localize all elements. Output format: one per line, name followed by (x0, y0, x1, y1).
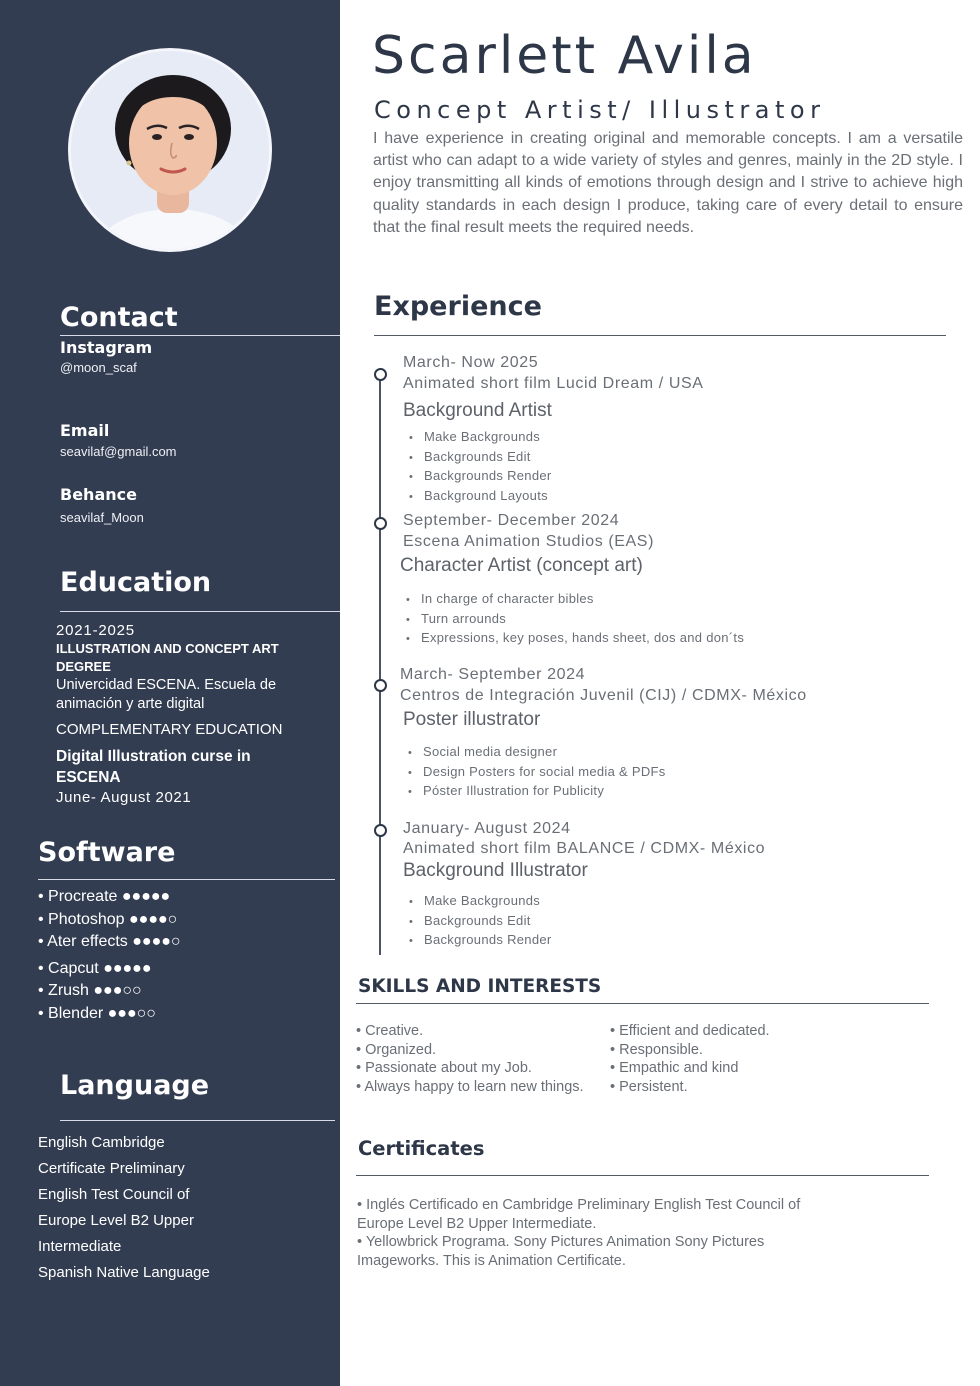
language-line: English Cambridge (38, 1134, 165, 1151)
experience-role: Background Artist (403, 400, 552, 421)
contact-behance-value[interactable]: seavilaf_Moon (60, 510, 144, 525)
task-item: • In charge of character bibles (406, 589, 744, 609)
education-degree: ILLUSTRATION AND CONCEPT ART DEGREE (56, 641, 279, 674)
task-item: • Backgrounds Edit (409, 911, 552, 931)
certificates-heading: Certificates (358, 1137, 485, 1160)
experience-timeline (379, 370, 381, 955)
sidebar (0, 0, 340, 1386)
timeline-dot (374, 824, 387, 837)
language-line: Spanish Native Language (38, 1264, 210, 1281)
software-item: • Ater effects ●●●●○ (38, 933, 181, 951)
skill-item: • Efficient and dedicated. (610, 1022, 770, 1041)
skills-list-right (610, 1022, 770, 1096)
experience-date: January- August 2024 (403, 820, 571, 837)
experience-date: March- Now 2025 (403, 354, 539, 371)
education-years: 2021-2025 (56, 622, 135, 639)
task-item: • Background Layouts (409, 486, 552, 506)
experience-company: Centros de Integración Juvenil (CIJ) / CDMX- México (400, 687, 807, 704)
contact-email-label: Email (60, 421, 110, 440)
experience-role: Background Illustrator (403, 860, 588, 881)
skill-item: • Passionate about my Job. (356, 1059, 584, 1078)
task-item: • Make Backgrounds (409, 891, 552, 911)
software-item: • Capcut ●●●●● (38, 959, 152, 977)
education-divider (60, 611, 340, 612)
experience-tasks (408, 742, 666, 801)
education-course: Digital Illustration curse in ESCENA (56, 748, 251, 786)
timeline-dot (374, 517, 387, 530)
task-item: • Expressions, key poses, hands sheet, dos and don´ts (406, 628, 744, 648)
language-heading: Language (60, 1070, 210, 1101)
software-item: • Zrush ●●●○○ (38, 982, 142, 1000)
experience-tasks (409, 891, 552, 950)
skill-item: • Creative. (356, 1022, 584, 1041)
language-line: English Test Council of (38, 1186, 190, 1203)
skill-item: • Responsible. (610, 1041, 770, 1060)
task-item: • Backgrounds Render (409, 930, 552, 950)
education-course-dates: June- August 2021 (56, 789, 192, 806)
experience-date: September- December 2024 (403, 512, 620, 529)
timeline-dot (374, 679, 387, 692)
contact-instagram-label: Instagram (60, 338, 153, 357)
experience-heading: Experience (374, 291, 542, 322)
certificate-item: • Inglés Certificado en Cambridge Preliminary English Test Council of Europe Level B2 Upper Intermediate. (357, 1196, 827, 1233)
skills-list-left (356, 1022, 584, 1096)
skill-item: • Persistent. (610, 1078, 770, 1097)
skill-item: • Organized. (356, 1041, 584, 1060)
contact-email-value[interactable]: seavilaf@gmail.com (60, 444, 177, 459)
language-line: Certificate Preliminary (38, 1160, 185, 1177)
task-item: • Backgrounds Edit (409, 447, 552, 467)
experience-tasks (409, 427, 552, 506)
skills-heading: SKILLS AND INTERESTS (358, 976, 602, 997)
education-school: Univercidad ESCENA. Escuela de animación y arte digital (56, 677, 277, 712)
contact-heading: Contact (60, 302, 178, 333)
about-paragraph: I have experience in creating original and memorable concepts. I am a versatile artist who can adapt to a wide variety of styles and genres, mainly in the 2D style. I enjoy transmitting all kinds of emotions through design and I strive to achieve high quality standards in each design I produce, taking care of every detail to ensure that the final result meets the required needs. (373, 130, 963, 236)
software-item: • Procreate ●●●●● (38, 888, 171, 905)
skill-item: • Empathic and kind (610, 1059, 770, 1078)
software-item: • Blender ●●●○○ (38, 1004, 156, 1022)
experience-company: Escena Animation Studios (EAS) (403, 533, 655, 550)
experience-divider (374, 335, 946, 336)
language-line: Europe Level B2 Upper (38, 1212, 194, 1229)
timeline-dot (374, 368, 387, 381)
software-divider (38, 879, 335, 880)
task-item: • Backgrounds Render (409, 466, 552, 486)
software-item: • Photoshop ●●●●○ (38, 910, 178, 928)
certificate-item: • Yellowbrick Programa. Sony Pictures Animation Sony Pictures Imageworks. This is Animation Certificate. (357, 1233, 827, 1270)
certificates-list (357, 1196, 827, 1270)
candidate-role: Concept Artist/ Illustrator (374, 96, 826, 124)
software-heading: Software (38, 837, 176, 868)
experience-role: Character Artist (concept art) (400, 555, 643, 576)
skill-item: • Always happy to learn new things. (356, 1078, 584, 1097)
contact-divider (60, 335, 340, 336)
language-divider (60, 1120, 335, 1121)
task-item: • Póster Illustration for Publicity (408, 781, 666, 801)
experience-role: Poster illustrator (403, 709, 541, 730)
experience-company: Animated short film BALANCE / CDMX- México (403, 840, 766, 857)
profile-photo (68, 48, 272, 252)
experience-tasks (406, 589, 744, 648)
experience-date: March- September 2024 (400, 666, 586, 683)
task-item: • Turn arrounds (406, 609, 744, 629)
experience-company: Animated short film Lucid Dream / USA (403, 375, 704, 392)
profile-photo-illustration (71, 51, 272, 252)
language-line: Intermediate (38, 1238, 122, 1255)
education-complementary-label: COMPLEMENTARY EDUCATION (56, 721, 283, 738)
contact-instagram-value[interactable]: @moon_scaf (60, 360, 137, 375)
task-item: • Design Posters for social media & PDFs (408, 762, 666, 782)
task-item: • Make Backgrounds (409, 427, 552, 447)
language-list (38, 1131, 210, 1287)
certificates-divider (356, 1175, 929, 1176)
task-item: • Social media designer (408, 742, 666, 762)
contact-behance-label: Behance (60, 485, 137, 504)
software-list (38, 886, 181, 1026)
candidate-name: Scarlett Avila (372, 26, 757, 86)
skills-divider (356, 1003, 929, 1004)
education-heading: Education (60, 567, 212, 598)
